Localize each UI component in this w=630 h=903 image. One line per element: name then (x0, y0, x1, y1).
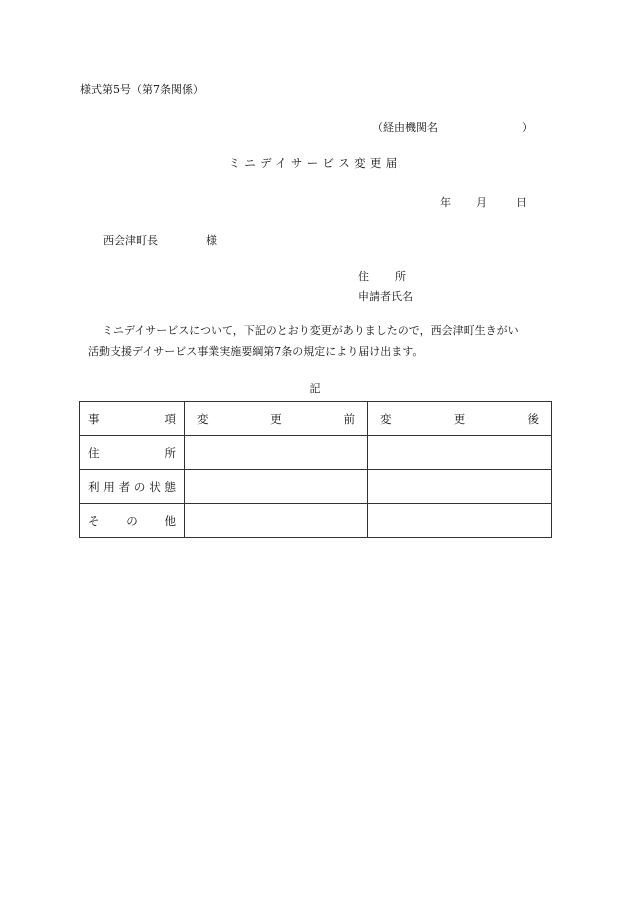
document-title: ミニデイサービス変更届 (228, 156, 402, 170)
cell-before[interactable] (185, 470, 368, 504)
routing-agency-line (372, 119, 533, 135)
addressee-honorific: 様 (206, 234, 217, 247)
cell-before[interactable] (185, 504, 368, 538)
spread-char: そ (88, 513, 100, 528)
body-text-line-2: 活動支援デイサービス事業実施要綱第7条の規定により届け出ます。 (88, 345, 424, 358)
row-item-text (88, 479, 176, 495)
row-item-text (88, 513, 176, 529)
table-row (80, 436, 552, 470)
spread-char: 変 (197, 411, 209, 426)
row-item-address (80, 436, 185, 470)
routing-close: ） (522, 121, 533, 134)
spread-char: 住 (88, 445, 100, 460)
table-header-row (80, 402, 552, 436)
spread-char: 項 (164, 411, 176, 426)
applicant-address-label: 住所 (358, 270, 432, 283)
spread-char: の (126, 513, 138, 528)
spread-char: 変 (380, 411, 392, 426)
cell-after[interactable] (368, 470, 552, 504)
spread-char: 所 (164, 445, 176, 460)
spread-char: 後 (527, 411, 539, 426)
spread-char: 者 (118, 479, 131, 494)
date-year-label: 年 (440, 196, 451, 209)
cell-before[interactable] (185, 436, 368, 470)
spread-char: 更 (453, 411, 466, 426)
spread-char: 用 (103, 479, 115, 494)
spread-char: 状 (149, 479, 161, 494)
row-item-other (80, 504, 185, 538)
routing-open: （経由機関名 (372, 121, 438, 134)
addressee (103, 232, 217, 248)
spread-char: 他 (164, 513, 176, 528)
table-row (80, 504, 552, 538)
header-item-text (88, 411, 176, 427)
date-day-label: 日 (516, 196, 527, 209)
spread-char: 態 (164, 479, 176, 494)
spread-char: 利 (88, 479, 100, 494)
applicant-name-label: 申請者氏名 (358, 290, 413, 303)
cell-after[interactable] (368, 504, 552, 538)
cell-after[interactable] (368, 436, 552, 470)
change-table (79, 401, 552, 538)
header-before-text (197, 411, 355, 427)
header-after-text (380, 411, 539, 427)
date-line (440, 194, 527, 210)
spread-char: 前 (343, 411, 355, 426)
header-item (80, 402, 185, 436)
spread-char: 更 (270, 411, 282, 426)
form-number: 様式第5号（第7条関係） (80, 83, 204, 96)
ki-heading: 記 (309, 382, 321, 395)
table-row (80, 470, 552, 504)
header-before (185, 402, 368, 436)
addressee-name: 西会津町長 (103, 234, 158, 247)
body-text-line-1: ミニデイサービスについて，下記のとおり変更がありましたので，西会津町生きがい (102, 324, 519, 337)
spread-char: の (133, 479, 146, 494)
row-item-text (88, 445, 176, 461)
spread-char: 事 (88, 411, 100, 426)
header-after (368, 402, 552, 436)
row-item-user-status (80, 470, 185, 504)
date-month-label: 月 (476, 196, 487, 209)
